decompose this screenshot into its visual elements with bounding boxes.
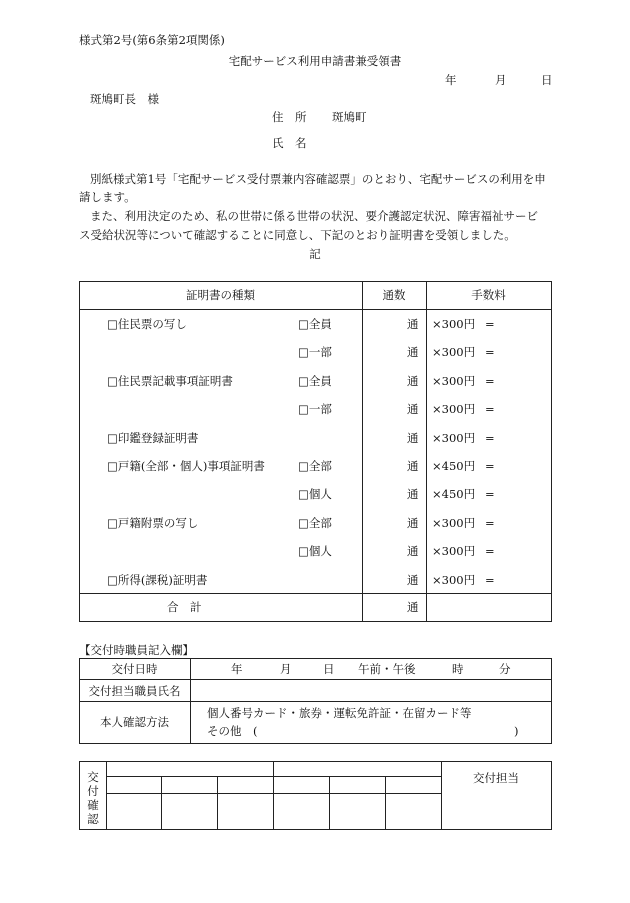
column-header-type: 証明書の種類 (186, 288, 255, 302)
fee-equals: = (485, 515, 495, 530)
column-header-count: 通数 (382, 288, 406, 302)
fee-equals: = (485, 487, 495, 502)
staff-section-heading: 【交付時職員記入欄】 (79, 643, 194, 657)
address-label: 住 所 (272, 110, 307, 124)
paragraph-2-line-1: また、利用決定のため、私の世帯に係る世帯の状況、要介護認定状況、障害福祉サービ (90, 209, 539, 223)
form-number: 様式第2号(第6条第2項関係) (79, 33, 225, 47)
date-month-label: 月 (495, 73, 507, 87)
date-day-label: 日 (541, 73, 553, 87)
unit-fee: ×300円 (432, 515, 476, 530)
staff-name-label: 交付担当職員氏名 (88, 684, 181, 698)
fee-equals: = (485, 459, 495, 473)
count-unit: 通 (407, 515, 419, 530)
id-method-other: その他 ( (207, 724, 258, 738)
certificate-option: □全員 (298, 373, 332, 388)
certificate-option: □一部 (298, 402, 332, 417)
fee-equals: = (485, 572, 495, 587)
delivery-datetime-label: 交付日時 (111, 662, 158, 676)
paragraph-1-line-1: 別紙様式第1号「宅配サービス受付票兼内容確認票」のとおり、宅配サービスの利用を申 (90, 172, 546, 186)
fee-equals: = (485, 544, 495, 559)
certificate-name: □所得(課税)証明書 (107, 572, 208, 587)
datetime-minute: 分 (499, 662, 511, 676)
addressee: 斑鳩町長 様 (90, 92, 159, 106)
count-unit: 通 (407, 459, 419, 473)
delivery-staff-label: 交付担当 (473, 771, 519, 785)
document-title: 宅配サービス利用申請書兼受領書 (228, 54, 402, 68)
id-method-label: 本人確認方法 (100, 715, 169, 729)
count-unit: 通 (407, 487, 419, 502)
unit-fee: ×450円 (432, 459, 476, 473)
count-unit: 通 (407, 402, 419, 417)
unit-fee: ×300円 (432, 317, 476, 331)
datetime-hour: 時 (452, 662, 464, 676)
certificate-option: □一部 (298, 345, 332, 360)
datetime-day: 日 (323, 662, 335, 676)
unit-fee: ×450円 (432, 487, 476, 502)
certificate-name: □住民票の写し (107, 317, 187, 331)
delivery-confirmation-label: 交付確認 (87, 770, 99, 826)
fee-equals: = (485, 345, 495, 360)
unit-fee: ×300円 (432, 430, 476, 445)
count-unit: 通 (407, 544, 419, 559)
unit-fee: ×300円 (432, 373, 476, 388)
total-label: 合 計 (167, 600, 202, 614)
column-header-fee: 手数料 (471, 288, 506, 302)
count-unit: 通 (407, 572, 419, 587)
certificate-option: □全部 (298, 459, 332, 473)
count-unit: 通 (407, 373, 419, 388)
name-label: 氏 名 (272, 136, 307, 150)
certificate-name: □戸籍(全部・個人)事項証明書 (107, 459, 265, 473)
unit-fee: ×300円 (432, 402, 476, 417)
datetime-month: 月 (280, 662, 292, 676)
certificate-name: □住民票記載事項証明書 (107, 373, 233, 388)
date-year-label: 年 (445, 73, 457, 87)
certificate-option: □個人 (298, 544, 332, 559)
ki-mark: 記 (309, 247, 321, 261)
certificate-option: □個人 (298, 487, 332, 502)
total-unit: 通 (407, 600, 419, 614)
certificate-option: □全員 (298, 317, 332, 331)
unit-fee: ×300円 (432, 345, 476, 360)
fee-equals: = (485, 317, 495, 331)
paragraph-1-line-2: 請します。 (79, 190, 136, 204)
unit-fee: ×300円 (432, 572, 476, 587)
count-unit: 通 (407, 345, 419, 360)
certificate-option: □全部 (298, 515, 332, 530)
datetime-ampm: 午前・午後 (358, 662, 416, 676)
fee-equals: = (485, 402, 495, 417)
certificate-name: □印鑑登録証明書 (107, 430, 199, 445)
paragraph-2-line-2: ス受給状況等について確認することに同意し、下記のとおり証明書を受領しました。 (79, 228, 516, 242)
id-method-options: 個人番号カード・旅券・運転免許証・在留カード等 (207, 706, 472, 720)
fee-equals: = (485, 430, 495, 445)
count-unit: 通 (407, 317, 419, 331)
datetime-year: 年 (231, 662, 243, 676)
count-unit: 通 (407, 430, 419, 445)
id-method-close-paren: ) (514, 724, 519, 738)
unit-fee: ×300円 (432, 544, 476, 559)
certificate-name: □戸籍附票の写し (107, 515, 199, 530)
fee-equals: = (485, 373, 495, 388)
address-value: 斑鳩町 (332, 110, 367, 124)
